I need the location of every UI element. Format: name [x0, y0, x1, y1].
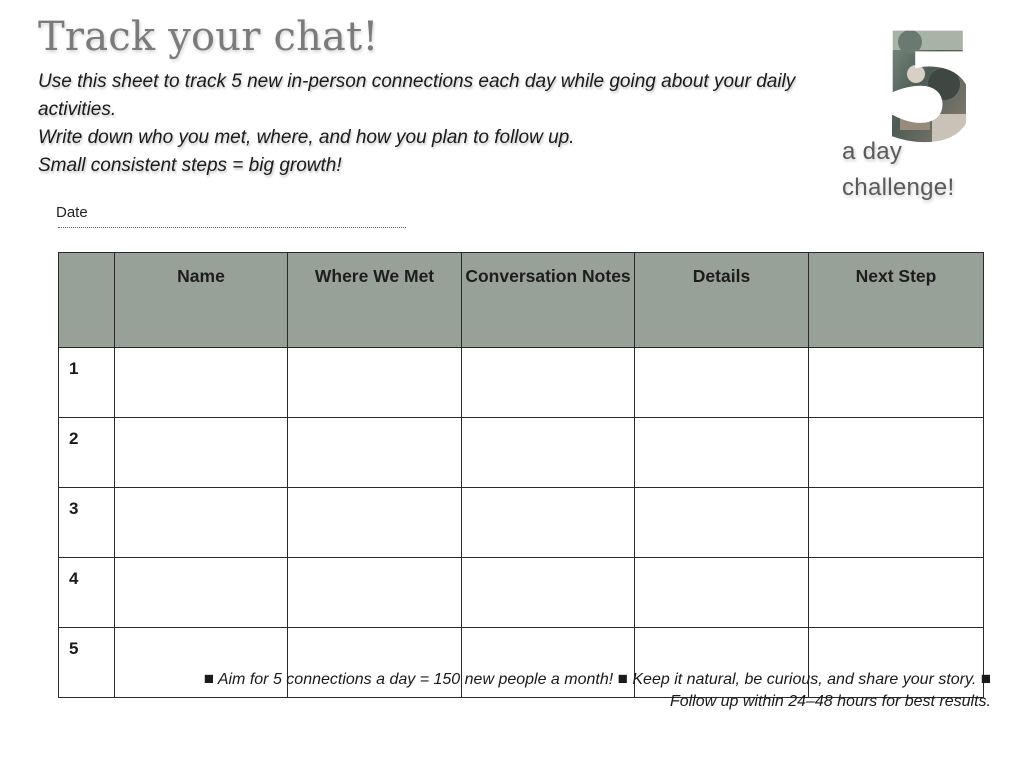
- square-bullet-icon: ■: [980, 669, 991, 688]
- conversation-notes-cell[interactable]: [462, 348, 635, 418]
- row-number: 2: [59, 418, 115, 488]
- footer-tip-1: Aim for 5 connections a day = 150 new people a month!: [217, 671, 614, 688]
- where-we-met-cell[interactable]: [288, 418, 462, 488]
- intro-line-2: Write down who you met, where, and how you plan to follow up.: [38, 127, 575, 148]
- column-header-where-we-met: Where We Met: [288, 253, 462, 348]
- next-step-cell[interactable]: [809, 348, 984, 418]
- row-number: 4: [59, 558, 115, 628]
- badge-caption-line-2: challenge!: [842, 174, 955, 201]
- next-step-cell[interactable]: [809, 418, 984, 488]
- details-cell[interactable]: [635, 418, 809, 488]
- conversation-notes-cell[interactable]: [462, 418, 635, 488]
- badge-caption: [842, 134, 954, 206]
- where-we-met-cell[interactable]: [288, 348, 462, 418]
- intro-text: [38, 68, 818, 180]
- intro-line-3: Small consistent steps = big growth!: [38, 155, 342, 176]
- challenge-badge: [842, 22, 1002, 212]
- name-cell[interactable]: [115, 558, 288, 628]
- table-row: [59, 348, 984, 418]
- next-step-cell[interactable]: [809, 558, 984, 628]
- table-header-row: [59, 253, 984, 348]
- row-number: 3: [59, 488, 115, 558]
- date-label: Date: [56, 204, 88, 221]
- square-bullet-icon: ■: [203, 669, 214, 688]
- column-header-next-step: Next Step: [809, 253, 984, 348]
- column-header-conversation-notes: Conversation Notes: [462, 253, 635, 348]
- five-photo-icon: [892, 22, 966, 144]
- page-title: Track your chat!: [38, 14, 379, 60]
- name-cell[interactable]: [115, 348, 288, 418]
- table-row: [59, 558, 984, 628]
- table-row: [59, 418, 984, 488]
- five-number-graphic: [892, 22, 966, 144]
- name-cell[interactable]: [115, 418, 288, 488]
- where-we-met-cell[interactable]: [288, 558, 462, 628]
- footer-tip-3: Follow up within 24–48 hours for best results.: [669, 693, 991, 710]
- connections-table: [58, 252, 984, 698]
- column-header-number: [59, 253, 115, 348]
- where-we-met-cell[interactable]: [288, 488, 462, 558]
- next-step-cell[interactable]: [809, 488, 984, 558]
- table-row: [59, 488, 984, 558]
- details-cell[interactable]: [635, 488, 809, 558]
- date-input-line[interactable]: [58, 227, 406, 228]
- details-cell[interactable]: [635, 348, 809, 418]
- name-cell[interactable]: [115, 488, 288, 558]
- square-bullet-icon: ■: [617, 669, 628, 688]
- conversation-notes-cell[interactable]: [462, 558, 635, 628]
- badge-caption-line-1: a day: [842, 138, 903, 165]
- intro-line-1: Use this sheet to track 5 new in-person connections each day while going about your daily activities.: [38, 71, 796, 120]
- row-number: 5: [59, 628, 115, 698]
- details-cell[interactable]: [635, 558, 809, 628]
- footer-tips: [171, 668, 991, 713]
- conversation-notes-cell[interactable]: [462, 488, 635, 558]
- column-header-name: Name: [115, 253, 288, 348]
- column-header-details: Details: [635, 253, 809, 348]
- row-number: 1: [59, 348, 115, 418]
- footer-tip-2: Keep it natural, be curious, and share your story.: [632, 671, 977, 688]
